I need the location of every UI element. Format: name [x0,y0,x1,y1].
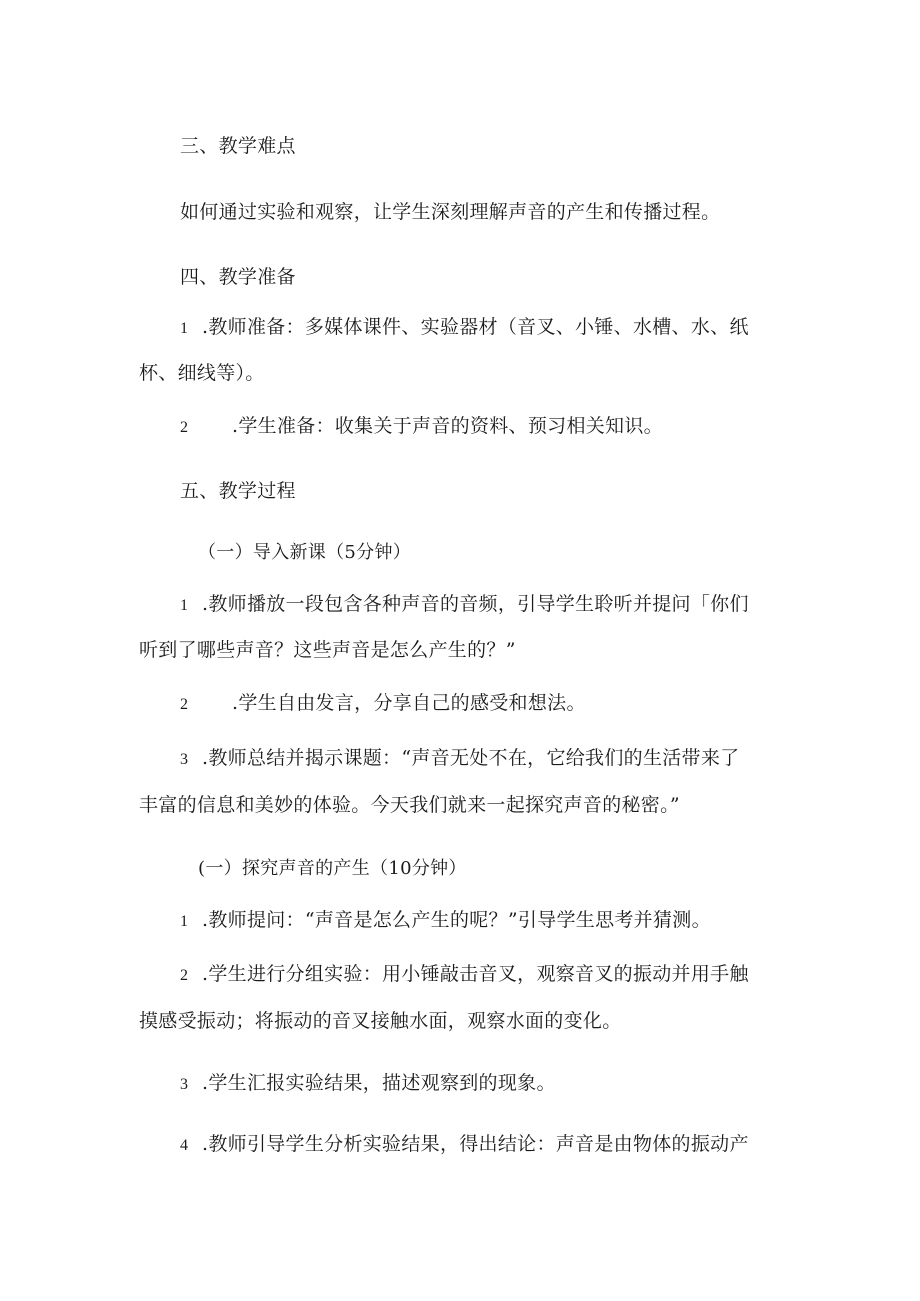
section-heading-preparation: 四、教学准备 [180,266,296,288]
production-item-2-continued: 摸感受振动；将振动的音叉接触水面，观察水面的变化。 [139,1010,622,1032]
list-item-text: .学生汇报实验结果，描述观察到的现象。 [202,1072,556,1094]
list-item-text: .学生准备：收集关于声音的资料、预习相关知识。 [232,415,663,437]
list-number: 1 [180,597,189,614]
intro-item-1-continued: 听到了哪些声音？这些声音是怎么产生的？” [139,639,516,661]
list-number: 3 [180,1076,189,1093]
list-number: 2 [180,696,189,713]
production-item-4 [180,1131,749,1159]
preparation-item-1 [180,314,749,342]
list-item-text: .学生进行分组实验：用小锤敲击音叉，观察音叉的振动并用手触 [202,963,749,985]
list-number: 3 [180,751,189,768]
section-heading-process: 五、教学过程 [180,480,296,502]
production-item-2 [180,961,749,989]
list-number: 2 [180,419,189,436]
subsection-heading-intro: （一）导入新课（5分钟） [198,542,412,563]
list-number: 2 [180,967,189,984]
section-heading-difficulties: 三、教学难点 [180,135,296,157]
difficulties-paragraph: 如何通过实验和观察，让学生深刻理解声音的产生和传播过程。 [180,201,721,223]
list-item-text: .教师总结并揭示课题：“声音无处不在，它给我们的生活带来了 [202,747,740,769]
production-item-1 [180,907,711,935]
list-item-text: .教师播放一段包含各种声音的音频，引导学生聆听并提问「你们 [202,593,749,615]
intro-item-3-continued: 丰富的信息和美妙的体验。今天我们就来一起探究声音的秘密。” [139,794,680,816]
intro-item-2 [180,690,586,718]
preparation-item-2 [180,413,663,441]
preparation-item-1-continued: 杯、细线等）。 [139,362,265,384]
subsection-heading-sound-production: (一）探究声音的产生（10分钟） [198,858,467,879]
intro-item-3 [180,745,739,773]
list-number: 4 [180,1137,189,1154]
intro-item-1 [180,591,749,619]
list-item-text: .教师准备：多媒体课件、实验器材（音叉、小锤、水槽、水、纸 [202,316,749,338]
list-number: 1 [180,913,189,930]
list-item-text: .教师引导学生分析实验结果，得出结论：声音是由物体的振动产 [202,1133,749,1155]
list-item-text: .教师提问：“声音是怎么产生的呢？”引导学生思考并猜测。 [202,909,711,931]
list-number: 1 [180,320,189,337]
production-item-3 [180,1070,556,1098]
list-item-text: .学生自由发言，分享自己的感受和想法。 [232,692,586,714]
